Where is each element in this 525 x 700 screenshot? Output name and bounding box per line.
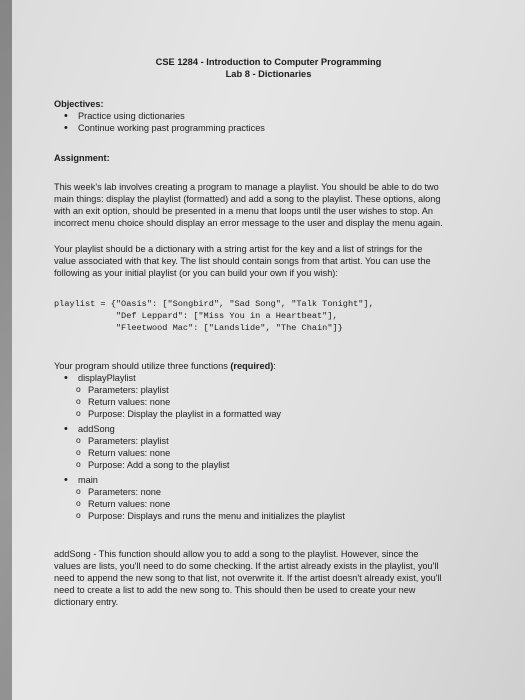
detail-item: o Purpose: Display the playlist in a formatted way <box>54 408 494 420</box>
function-displayplaylist <box>54 372 494 420</box>
functions-list <box>54 372 494 522</box>
intro-paragraph <box>54 181 514 229</box>
objectives-heading: Objectives: <box>54 99 104 109</box>
addsong-paragraph <box>54 548 514 608</box>
detail-item: o Purpose: Add a song to the playlist <box>54 459 494 471</box>
detail-item: o Parameters: playlist <box>54 435 494 447</box>
document-page <box>12 0 525 700</box>
function-details <box>54 486 494 522</box>
text-line: following as your initial playlist (or you can build your own if you wish): <box>54 268 338 278</box>
functions-intro: Your program should utilize three functions (required): <box>54 361 276 371</box>
function-name: displayPlaylist <box>78 373 136 383</box>
function-main <box>54 474 494 522</box>
text-line: values are lists, you'll need to do some checking. If the artist already exists in the playlist, you'll <box>54 561 439 571</box>
code-line: playlist = {"Oasis": ["Songbird", "Sad Song", "Talk Tonight"], <box>54 299 374 309</box>
playlist-code-block <box>54 298 374 334</box>
functions-section <box>54 360 494 522</box>
function-addsong <box>54 423 494 471</box>
assignment-heading: Assignment: <box>54 153 110 163</box>
objectives-section <box>54 98 474 134</box>
text-line: Your playlist should be a dictionary with a string artist for the key and a list of strings for the <box>54 244 423 254</box>
objectives-list <box>54 110 474 134</box>
detail-item: o Parameters: none <box>54 486 494 498</box>
function-details <box>54 384 494 420</box>
function-name: main <box>78 475 98 485</box>
detail-item: o Return values: none <box>54 396 494 408</box>
required-label: (required) <box>230 361 274 371</box>
function-name: addSong <box>78 424 115 434</box>
text-line: main things: display the playlist (formatted) and add a song to the playlist. These options, along <box>54 194 441 204</box>
text-line: dictionary entry. <box>54 597 119 607</box>
detail-item: o Return values: none <box>54 498 494 510</box>
text-line: with an exit option, should be presented in a menu that loops until the user wishes to stop. An <box>54 206 433 216</box>
course-title: CSE 1284 - Introduction to Computer Programming <box>155 57 382 67</box>
text-line: This week's lab involves creating a program to manage a playlist. You should be able to do two <box>54 182 439 192</box>
function-details <box>54 435 494 471</box>
objective-item: • Continue working past programming practices <box>54 122 474 134</box>
objective-item: • Practice using dictionaries <box>54 110 474 122</box>
text-line: need to create a list to add the new song to. This should then be used to create your new <box>54 585 416 595</box>
text-line: value associated with that key. The list should contain songs from that artist. You can use the <box>54 256 431 266</box>
document-header <box>12 56 525 80</box>
detail-item: o Return values: none <box>54 447 494 459</box>
code-line: "Def Leppard": ["Miss You in a Heartbeat"], <box>54 311 338 321</box>
text-line: addSong - This function should allow you to add a song to the playlist. However, since the <box>54 549 419 559</box>
playlist-paragraph <box>54 243 514 279</box>
code-line: "Fleetwood Mac": ["Landslide", "The Chain"]} <box>54 323 343 333</box>
text-line: need to append the new song to that list, not overwrite it. If the artist doesn't already exist, you'll <box>54 573 442 583</box>
text-line: incorrect menu choice should display an error message to the user and display the menu again. <box>54 218 443 228</box>
detail-item: o Purpose: Displays and runs the menu and initializes the playlist <box>54 510 494 522</box>
detail-item: o Parameters: playlist <box>54 384 494 396</box>
lab-title: Lab 8 - Dictionaries <box>225 69 312 79</box>
